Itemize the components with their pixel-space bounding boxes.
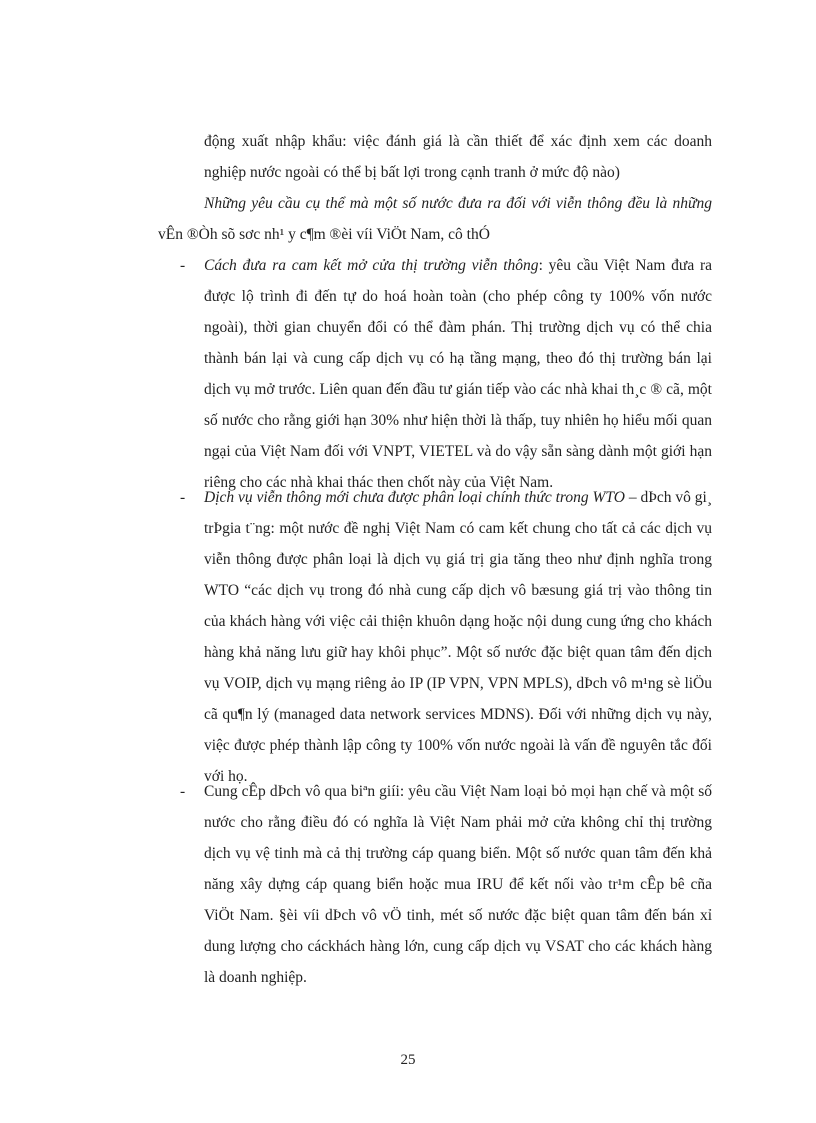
- bullet-dash: -: [180, 489, 186, 506]
- bullet-heading-italic: Cách đưa ra cam kết mở cửa thị trường viễn thông: [204, 257, 539, 274]
- paragraph-continuation: động xuất nhập khẩu: việc đánh giá là cần thiết để xác định xem các doanh nghiệp nước ngoài có thể bị bất lợi trong cạnh tranh ở mức độ nào): [204, 133, 712, 181]
- paragraph-intro-italic: Những yêu cầu cụ thể mà một số nước đưa ra đối với viễn thông đều là những: [204, 195, 712, 212]
- bullet-text: [204, 482, 712, 792]
- bullet-text: [204, 250, 712, 498]
- bullet-text: [204, 776, 712, 993]
- page-number: 25: [400, 1052, 416, 1068]
- paragraph-intro-rest: vÊn ®Òh sõ sơc nh¹ y c¶m ®èi víi ViÖt Nam, cô thÓ: [158, 226, 490, 243]
- bullet-body: : yêu cầu Việt Nam đưa ra được lộ trình đi đến tự do hoá hoàn toàn (cho phép công ty 100% vốn nước ngoài), thời gian chuyển đổi có thể đàm phán. Thị trường dịch vụ có thể chia thành bán lại và cung cấp dịch vụ có hạ tầng mạng, theo đó thị trường bán lại dịch vụ mở trước. Liên quan đến đầu tư gián tiếp vào các nhà khai th¸c ® cã, một số nước cho rằng giới hạn 30% như hiện thời là thấp, tuy nhiên họ hiểu mối quan ngại của Việt Nam đối với VNPT, VIETEL và do vậy sẵn sàng dành một giới hạn riêng cho các nhà khai thác then chốt này của Việt Nam.: [204, 257, 712, 491]
- bullet-dash: -: [180, 783, 186, 800]
- bullet-dash: -: [180, 257, 186, 274]
- bullet-heading-italic: Dịch vụ viễn thông mới chưa được phân loại chính thức trong WTO: [204, 489, 625, 506]
- bullet-body: Cung cÊp dÞch vô qua biªn giíi: yêu cầu Việt Nam loại bỏ mọi hạn chế và một số nước cho rằng điều đó có nghĩa là Việt Nam phải mở cửa không chỉ thị trường dịch vụ vệ tinh mà cả thị trường cáp quang biển. Một số nước quan tâm đến khả năng xây dựng cáp quang biển hoặc mua IRU để kết nối vào tr¹m cÊp bê cña ViÖt Nam. §èi víi dÞch vô vÖ tinh, mét số nước đặc biệt quan tâm đến bán xỉ dung lượng cho cáckhách hàng lớn, cung cấp dịch vụ VSAT cho các khách hàng là doanh nghiệp.: [204, 783, 712, 986]
- bullet-body: – dÞch vô gi¸ trÞgia t¨ng: một nước đề nghị Việt Nam có cam kết chung cho tất cả các dịch vụ viễn thông được phân loại là dịch vụ giá trị gia tăng theo như định nghĩa trong WTO “các dịch vụ trong đó nhà cung cấp dịch vô bæsung giá trị vào thông tin của khách hàng với việc cải thiện khuôn dạng hoặc nội dung cung ứng cho khách hàng khả năng lưu giữ hay khôi phục”. Một số nước đặc biệt quan tâm đến dịch vụ VOIP, dịch vụ mạng riêng ảo IP (IP VPN, VPN MPLS), dÞch vô m¹ng sè liÖu cã qu¶n lý (managed data network services MDNS). Đối với những dịch vụ này, việc được phép thành lập công ty 100% vốn nước ngoài là vấn đề nguyên tắc đối với họ.: [204, 489, 712, 785]
- paragraph-intro: [158, 188, 712, 250]
